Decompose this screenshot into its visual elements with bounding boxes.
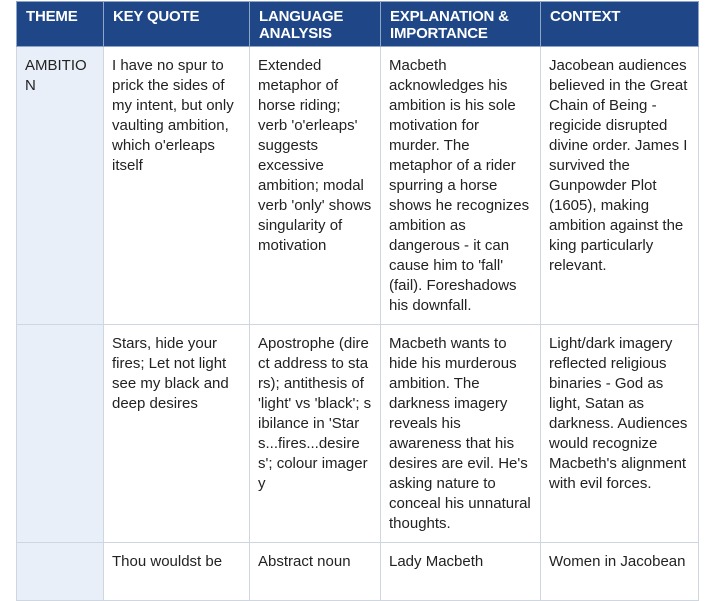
header-key-quote: KEY QUOTE bbox=[104, 2, 250, 47]
language-cell: Extended metaphor of horse riding; verb 'o'erleaps' suggests excessive ambition; modal verb 'only' shows singularity of motivation bbox=[250, 47, 381, 325]
theme-cell bbox=[17, 325, 104, 543]
table-row bbox=[17, 47, 699, 325]
table-row bbox=[17, 325, 699, 543]
header-context: CONTEXT bbox=[541, 2, 699, 47]
language-cell: Apostrophe (direct address to stars); antithesis of 'light' vs 'black'; sibilance in 'Stars...fires...desires'; colour imagery bbox=[250, 325, 381, 543]
context-cell: Jacobean audiences believed in the Great Chain of Being - regicide disrupted divine order. James I survived the Gunpowder Plot (1605), making ambition against the king particularly relevant. bbox=[541, 47, 699, 325]
header-language-analysis: LANGUAGE ANALYSIS bbox=[250, 2, 381, 47]
revision-table bbox=[16, 1, 699, 601]
quote-cell: Stars, hide your fires; Let not light see my black and deep desires bbox=[104, 325, 250, 543]
header-row bbox=[17, 2, 699, 47]
header-theme: THEME bbox=[17, 2, 104, 47]
table-row bbox=[17, 543, 699, 601]
explanation-cell: Macbeth wants to hide his murderous ambition. The darkness imagery reveals his awareness that his desires are evil. He's asking nature to conceal his unnatural thoughts. bbox=[381, 325, 541, 543]
header-explanation: EXPLANATION & IMPORTANCE bbox=[381, 2, 541, 47]
language-cell: Abstract noun bbox=[250, 543, 381, 601]
context-cell: Light/dark imagery reflected religious binaries - God as light, Satan as darkness. Audiences would recognize Macbeth's alignment with evil forces. bbox=[541, 325, 699, 543]
context-cell: Women in Jacobean bbox=[541, 543, 699, 601]
theme-cell bbox=[17, 543, 104, 601]
theme-cell: AMBITION bbox=[17, 47, 104, 325]
explanation-cell: Macbeth acknowledges his ambition is his sole motivation for murder. The metaphor of a rider spurring a horse shows he recognizes ambition as dangerous - it can cause him to 'fall' (fail). Foreshadows his downfall. bbox=[381, 47, 541, 325]
quote-cell: Thou wouldst be bbox=[104, 543, 250, 601]
explanation-cell: Lady Macbeth bbox=[381, 543, 541, 601]
quote-cell: I have no spur to prick the sides of my intent, but only vaulting ambition, which o'erleaps itself bbox=[104, 47, 250, 325]
